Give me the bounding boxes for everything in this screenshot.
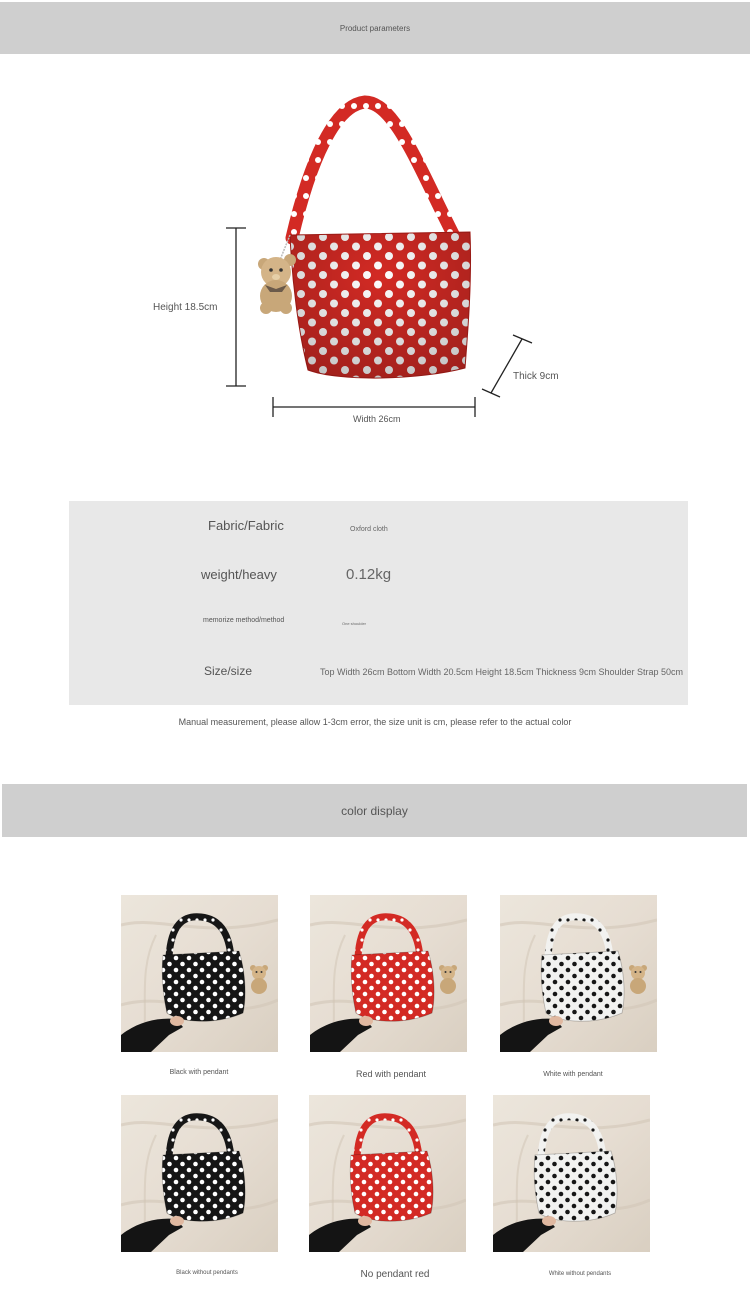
variant-caption: White with pendant (543, 1071, 603, 1078)
color-display-header (2, 784, 747, 837)
color-display-title: color display (341, 803, 408, 818)
variant-photo-red-with-pendant (310, 895, 467, 1052)
variant-caption: Red with pendant (355, 1069, 427, 1079)
hero-bag-illustration (120, 80, 600, 440)
measurement-note: Manual measurement, please allow 1-3cm error, the size unit is cm, please refer to the actual color (178, 717, 572, 727)
height-label: Height 18.5cm (153, 302, 218, 313)
param-value-size: Top Width 26cm Bottom Width 20.5cm Height 18.5cm Thickness 9cm Shoulder Strap 50cm (320, 667, 683, 677)
thickness-dimension-line (482, 335, 532, 397)
variant-photo-red-without-pendant (309, 1095, 466, 1252)
variant-caption: White without pendants (548, 1271, 612, 1277)
variant-photo-black-with-pendant (121, 895, 278, 1052)
param-label-fabric: Fabric/Fabric (208, 518, 284, 533)
thick-label: Thick 9cm (513, 371, 559, 382)
variant-photo-white-without-pendant (493, 1095, 650, 1252)
variant-caption: Black without pendants (176, 1270, 238, 1276)
parameters-panel (69, 501, 688, 705)
product-parameters-title: Product parameters (339, 23, 411, 33)
param-label-method: memorize method/method (203, 617, 285, 624)
variant-photo-white-with-pendant (500, 895, 657, 1052)
width-label: Width 26cm (353, 414, 401, 424)
variant-photo-black-without-pendant (121, 1095, 278, 1252)
param-value-weight: 0.12kg (346, 566, 392, 583)
param-label-weight: weight/heavy (201, 567, 277, 582)
param-label-size: Size/size (204, 664, 253, 678)
param-value-method: One shoulder (342, 621, 367, 626)
bag-strap (292, 102, 455, 238)
height-dimension-line (226, 228, 246, 386)
variant-caption: No pendant red (360, 1269, 430, 1280)
param-value-fabric: Oxford cloth (350, 526, 388, 533)
product-parameters-header (0, 2, 750, 54)
variant-caption: Black with pendant (169, 1069, 229, 1076)
